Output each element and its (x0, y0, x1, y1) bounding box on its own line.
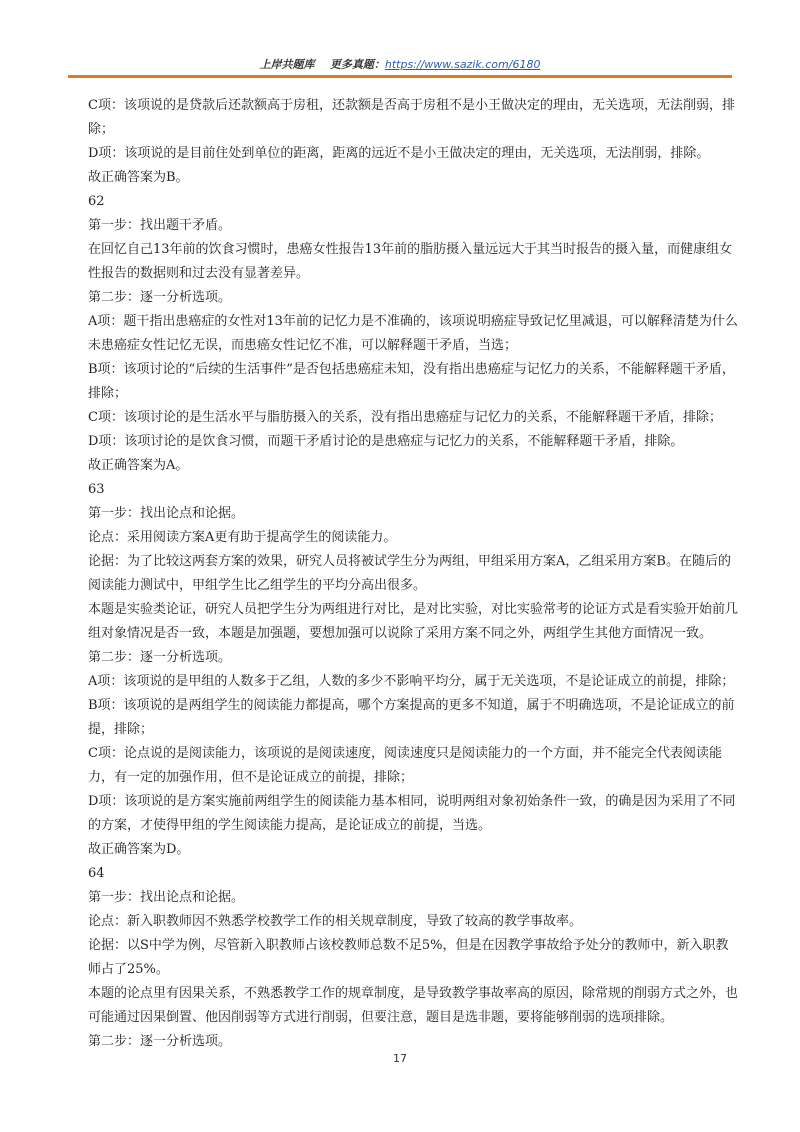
paragraph: C项：该项讨论的是生活水平与脂肪摄入的关系，没有指出患癌症与记忆力的关系，不能解释题干矛盾，排除； (88, 410, 722, 425)
paragraph: 故正确答案为B。 (88, 170, 189, 185)
paragraph: D项：该项说的是目前住处到单位的距离，距离的远近不是小王做决定的理由，无关选项，无法削弱，排除。 (88, 146, 710, 161)
paragraph: 本题是实验类论证，研究人员把学生分为两组进行对比，是对比实验，对比实验常考的论证方式是看实验开始前几组对象情况是否一致，本题是加强题，要想加强可以说除了采用方案不同之外，两组学生其他方面情况一致。 (88, 602, 739, 641)
header-divider (68, 75, 732, 78)
paragraph: 第二步：逐一分析选项。 (88, 650, 232, 665)
question-number: 62 (88, 194, 105, 209)
page-header (0, 56, 800, 72)
page-number: 17 (393, 1052, 407, 1065)
header-link[interactable]: https://www.sazik.com/6180 (384, 58, 541, 71)
paragraph: 论据：为了比较这两套方案的效果，研究人员将被试学生分为两组，甲组采用方案A，乙组采用方案B。在随后的阅读能力测试中，甲组学生比乙组学生的平均分高出很多。 (88, 554, 731, 593)
paragraph: 论点：新入职教师因不熟悉学校教学工作的相关规章制度，导致了较高的教学事故率。 (88, 914, 583, 929)
paragraph: C项：论点说的是阅读能力，该项说的是阅读速度，阅读速度只是阅读能力的一个方面，并不能完全代表阅读能力，有一定的加强作用，但不是论证成立的前提，排除； (88, 746, 722, 785)
paragraph: A项：该项说的是甲组的人数多于乙组，人数的多少不影响平均分，属于无关选项，不是论证成立的前提，排除； (88, 674, 735, 689)
paragraph: 故正确答案为A。 (88, 458, 189, 473)
paragraph: B项：该项说的是两组学生的阅读能力都提高，哪个方案提高的更多不知道，属于不明确选项，不是论证成立的前提，排除； (88, 698, 735, 737)
header-more-label: 更多真题： (329, 58, 385, 71)
question-number: 64 (88, 866, 105, 881)
paragraph: 论点：采用阅读方案A更有助于提高学生的阅读能力。 (88, 530, 397, 545)
paragraph: A项：题干指出患癌症的女性对13年前的记忆力是不准确的，该项说明癌症导致记忆里减退，可以解释清楚为什么未患癌症女性记忆无误，而患癌女性记忆不准，可以解释题干矛盾，当选； (88, 314, 738, 353)
paragraph: 在回忆自己13年前的饮食习惯时，患癌女性报告13年前的脂肪摄入量远远大于其当时报告的摄入量，而健康组女性报告的数据则和过去没有显著差异。 (88, 242, 733, 281)
paragraph: 第二步：逐一分析选项。 (88, 1034, 232, 1049)
paragraph: 故正确答案为D。 (88, 842, 190, 857)
document-body (88, 94, 740, 1054)
paragraph: C项：该项说的是贷款后还款额高于房租，还款额是否高于房租不是小王做决定的理由，无关选项，无法削弱，排除； (88, 98, 735, 137)
paragraph: B项：该项讨论的“后续的生活事件”是否包括患癌症未知，没有指出患癌症与记忆力的关系，不能解释题干矛盾，排除； (88, 362, 735, 401)
paragraph: 第一步：找出论点和论据。 (88, 506, 245, 521)
paragraph: 第二步：逐一分析选项。 (88, 290, 232, 305)
paragraph: 第一步：找出题干矛盾。 (88, 218, 232, 233)
paragraph: 本题的论点里有因果关系，不熟悉教学工作的规章制度，是导致教学事故率高的原因，除常规的削弱方式之外，也可能通过因果倒置、他因削弱等方式进行削弱，但要注意，题目是选非题，要将能够削弱的选项排除。 (88, 986, 739, 1025)
paragraph: 第一步：找出论点和论据。 (88, 890, 245, 905)
paragraph: 论据：以S中学为例，尽管新入职教师占该校教师总数不足5%，但是在因教学事故给予处分的教师中，新入职教师占了25%。 (88, 938, 729, 977)
paragraph: D项：该项讨论的是饮食习惯，而题干矛盾讨论的是患癌症与记忆力的关系，不能解释题干矛盾，排除。 (88, 434, 684, 449)
header-brand: 上岸共题库 (259, 58, 315, 71)
paragraph: D项：该项说的是方案实施前两组学生的阅读能力基本相同，说明两组对象初始条件一致，的确是因为采用了不同的方案，才使得甲组的学生阅读能力提高，是论证成立的前提，当选。 (88, 794, 736, 833)
question-number: 63 (88, 482, 105, 497)
